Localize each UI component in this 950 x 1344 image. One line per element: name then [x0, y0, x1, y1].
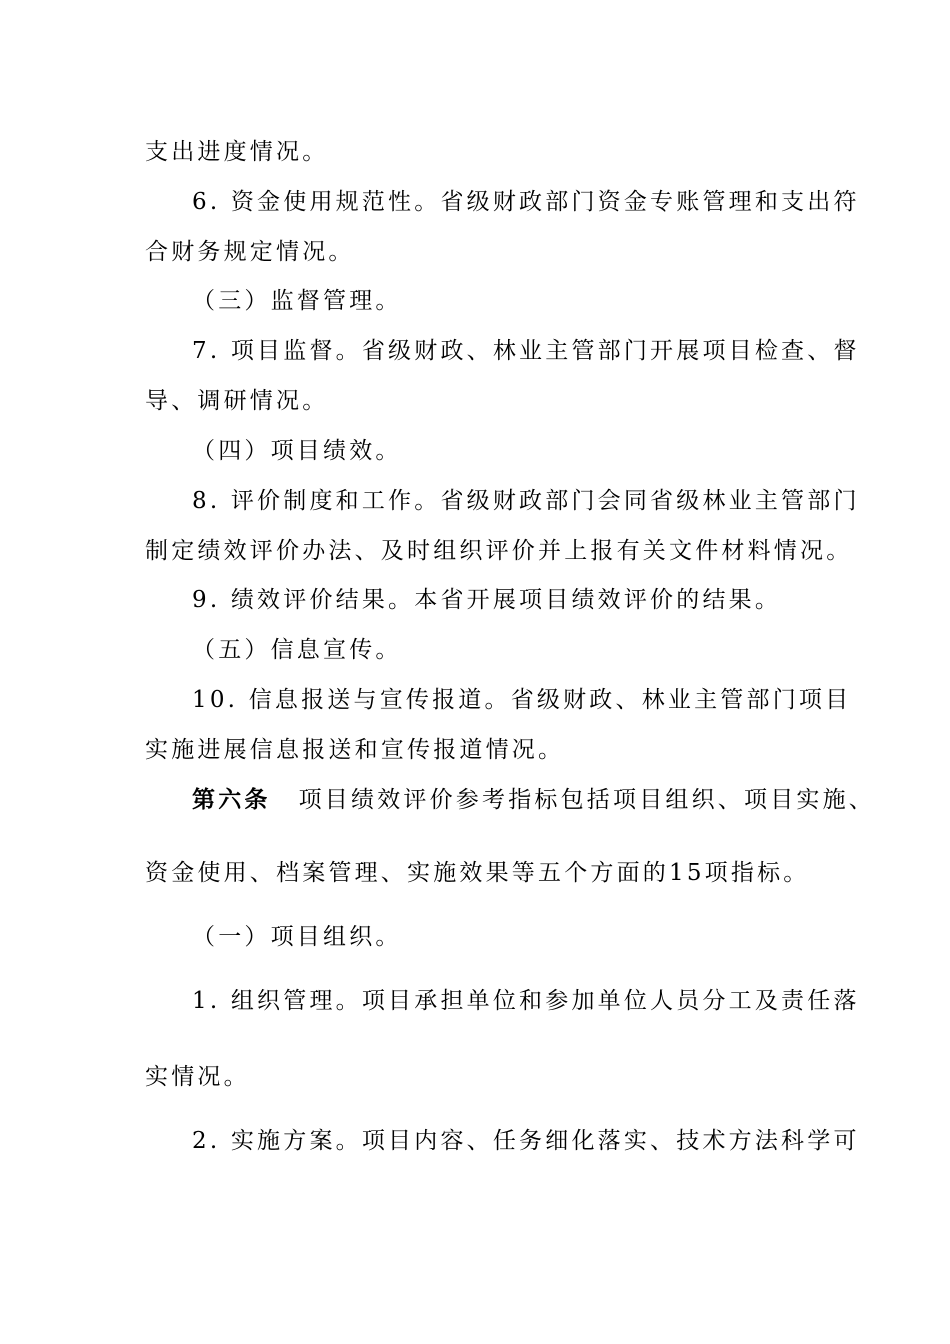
text-line: 9. 绩效评价结果。本省开展项目绩效评价的结果。	[192, 587, 782, 613]
article-heading: 第六条	[192, 786, 271, 813]
text-line: 2. 实施方案。项目内容、任务细化落实、技术方法科学可	[192, 1128, 860, 1154]
text-line: 1. 组织管理。项目承担单位和参加单位人员分工及责任落	[192, 988, 860, 1014]
text-line: 资金使用、档案管理、实施效果等五个方面的15项指标。	[145, 860, 810, 886]
text-line: 制定绩效评价办法、及时组织评价并上报有关文件材料情况。	[145, 538, 853, 564]
text-line: 实情况。	[145, 1064, 250, 1090]
article-text: 项目绩效评价参考指标包括项目组织、项目实施、	[298, 787, 876, 813]
text-line: 实施进展信息报送和宣传报道情况。	[145, 737, 565, 763]
section-heading: （三）监督管理。	[192, 288, 402, 314]
text-line: 10. 信息报送与宣传报道。省级财政、林业主管部门项目	[192, 687, 852, 713]
section-heading: （五）信息宣传。	[192, 637, 402, 663]
section-heading: （四）项目绩效。	[192, 438, 402, 464]
text-line: 8. 评价制度和工作。省级财政部门会同省级林业主管部门	[192, 488, 860, 514]
text-line: 导、调研情况。	[145, 388, 329, 414]
text-line: 支出进度情况。	[145, 139, 329, 165]
section-heading: （一）项目组织。	[192, 924, 402, 950]
article-paragraph-start	[192, 785, 876, 815]
text-line: 7. 项目监督。省级财政、林业主管部门开展项目检查、督	[192, 338, 860, 364]
text-line: 合财务规定情况。	[145, 239, 355, 265]
text-line: 6. 资金使用规范性。省级财政部门资金专账管理和支出符	[192, 189, 860, 215]
